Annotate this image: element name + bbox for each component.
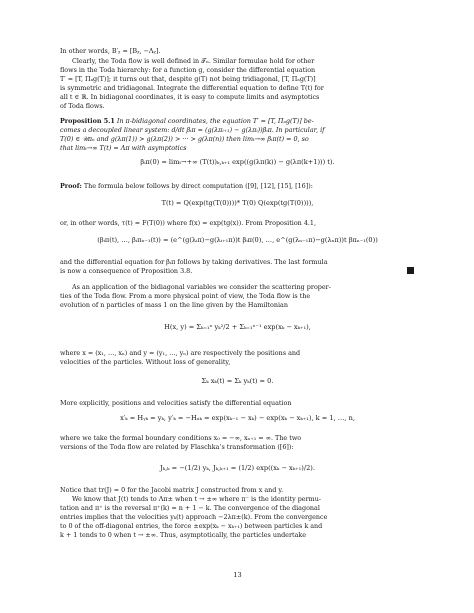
text-line: More explicitly, positions and velocities satisfy the differential equation — [60, 399, 292, 407]
text-line: and the differential equation for βᵢπ follows by taking derivatives. The last formula — [60, 258, 328, 266]
equation: x′ₖ = Hᵧₖ = yₖ, y′ₖ = −Hₓₖ = exp(xₖ₋₁ − xₖ) − exp(xₖ − xₖ₊₁), k = 1, …, n, — [120, 414, 355, 422]
text-line: ties of the Toda flow. From a more physical point of view, the Toda flow is the — [60, 292, 311, 300]
page-number: 13 — [233, 571, 242, 579]
equation: βᵢπ(0) = limₜ→+∞ (T(t))ₖ,ₖ₊₁ exp((g(λπ(k)) − g(λπ(k+1))) t). — [140, 158, 335, 166]
proposition-text: In π-bidiagonal coordinates, the equation T′ = [T, Πₐg(T)] be- — [114, 117, 314, 125]
text-line: where we take the formal boundary conditions x₀ = −∞, xₙ₊₁ = ∞. The two — [60, 434, 302, 442]
text-line: flows in the Toda hierarchy: for a function g, consider the differential equation — [60, 66, 316, 74]
text-line: or, in other words, τ(t) = F(T(0)) where f(x) = exp(tg(x)). From Proposition 4.1, — [60, 219, 317, 227]
text-line: evolution of n particles of mass 1 on the line given by the Hamiltonian — [60, 301, 288, 309]
text-line: Notice that tr(J) = 0 for the Jacobi matrix J constructed from x and y. — [60, 486, 284, 494]
text-line: Clearly, the Toda flow is well defined in 𝒯ₙ. Similar formulae hold for other — [72, 57, 315, 65]
proposition-line: comes a decoupled linear system: d/dt βᵢπ = (g(λπᵢ₊₁) − g(λπᵢ))βᵢπ. In particular, if — [60, 126, 325, 134]
text-line: k + 1 tends to 0 when t → ±∞. Thus, asymptotically, the particles undertake — [60, 531, 307, 539]
text-line: is symmetric and tridiagonal. Integrate the differential equation to define T(t) for — [60, 84, 324, 92]
proposition-line: that limₜ→∞ T(t) = Λπ with asymptotics — [60, 144, 187, 152]
proposition-heading: Proposition 5.1 — [60, 117, 115, 125]
qed-square-icon — [407, 267, 414, 274]
equation: H(x, y) = Σₖ₌₁ⁿ yₖ²/2 + Σₖ₌₁ⁿ⁻¹ exp(xₖ − xₖ₊₁), — [164, 323, 311, 331]
proposition-line — [60, 117, 415, 125]
text-line: We know that J(t) tends to Λπ± when t → ±∞ where π⁻ is the identity permu- — [72, 495, 321, 503]
text-line: T′ = [T, Πₐg(T)]; it turns out that, despite g(T) not being tridiagonal, [T, Πₐg(T)] — [60, 75, 316, 83]
equation: Σₖ xₖ(t) = Σₖ yₖ(t) = 0. — [201, 377, 274, 385]
text-line: versions of the Toda flow are related by Flaschka’s transformation ([6]): — [60, 443, 294, 451]
proof-text: The formula below follows by direct computation ([9], [12], [15], [16]): — [81, 182, 313, 190]
proof-line — [60, 182, 415, 190]
text-line: all t ∈ ℝ. In bidiagonal coordinates, it is easy to compute limits and asymptotics — [60, 93, 320, 101]
text-line: velocities of the particles. Without loss of generality, — [60, 358, 231, 366]
text-line: of Toda flows. — [60, 102, 105, 110]
equation: T(t) = Q(exp(tg(T(0))))* T(0) Q(exp(tg(T(0)))), — [161, 199, 314, 207]
text-line: is now a consequence of Proposition 3.8. — [60, 267, 193, 275]
proof-heading: Proof: — [60, 182, 82, 190]
text-line: to 0 of the off-diagonal entries, the force ±exp(xₖ − xₖ₊₁) between particles k and — [60, 522, 323, 530]
text-line: In other words, B′ᵪ = [Bᵪ, −Λᵪ]. — [60, 47, 161, 55]
text-line: As an application of the bidiagonal variables we consider the scattering proper- — [72, 283, 331, 291]
text-line: tation and π⁺ is the reversal π⁺(k) = n + 1 − k. The convergence of the diagonal — [60, 504, 320, 512]
text-line: where x = (x₁, …, xₙ) and y = (y₁, …, yₙ) are respectively the positions and — [60, 349, 301, 357]
equation: (βᵢπ(t), …, βᵢπₙ₋₁(t)) = (e^(g(λᵢπ)−g(λᵢ₊₁π))t βᵢπ(0), …, e^(g(λₙ₋₁π)−g(λₙπ))t βπₙ₋₁(0)) — [97, 236, 378, 244]
proposition-line: T(0) ∈ 𝒰πₙ and g(λπ(1)) > g(λπ(2)) > ··· > g(λπ(n)) then limₜ→∞ βᵢπ(t) = 0, so — [60, 135, 309, 143]
text-line: entries implies that the velocities yₖ(t) approach −2λπ±(k). From the convergence — [60, 513, 328, 521]
equation: Jₖ,ₖ = −(1/2) yₖ, Jₖ,ₖ₊₁ = (1/2) exp((xₖ − xₖ₊₁)/2). — [160, 464, 315, 472]
